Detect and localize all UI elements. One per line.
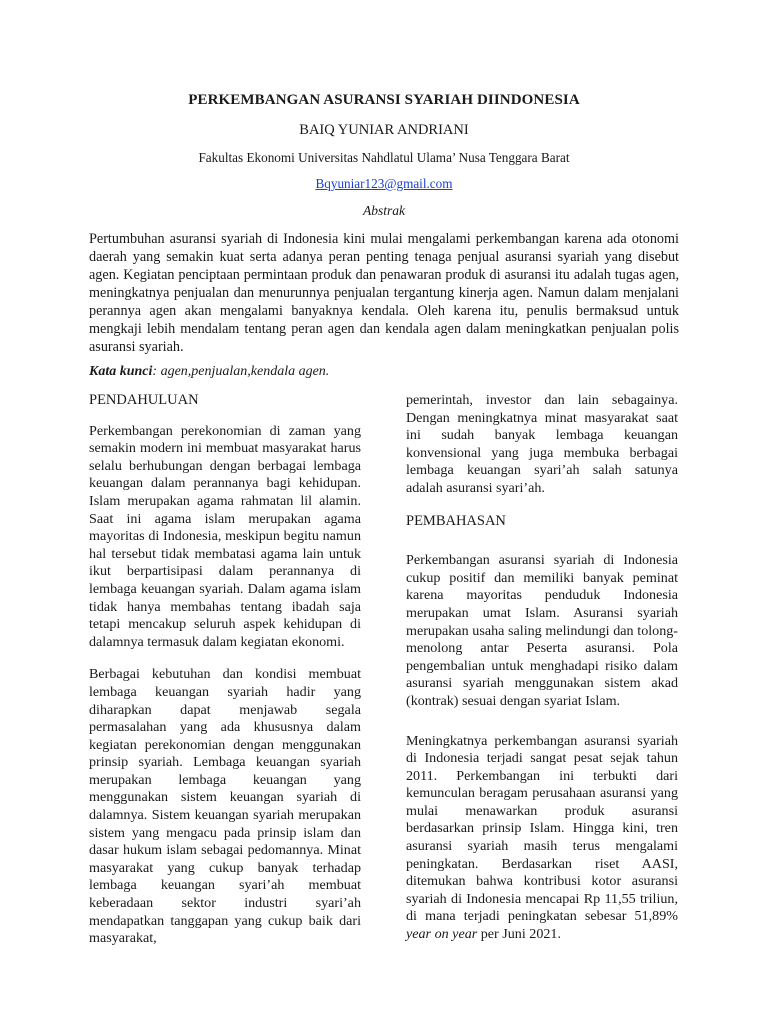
keywords-label: Kata kunci (89, 364, 153, 379)
paragraph: pemerintah, investor dan lain sebagainya. Dengan meningkatnya minat masyarakat saat ini sudah banyak lembaga keuangan konvensional yang juga membuka berbagai lembaga keuangan syari’ah salah satunya adalah asuransi syari’ah. (406, 392, 678, 496)
author-affiliation: Fakultas Ekonomi Universitas Nahdlatul Ulama’ Nusa Tenggara Barat (198, 150, 570, 165)
paragraph: Berbagai kebutuhan dan kondisi membuat lembaga keuangan syariah hadir yang diharapkan dapat menjawab segala permasalahan yang ada khususnya dalam kegiatan perekonomian dengan menggunakan prinsip syariah. Lembaga keuangan syariah merupakan lembaga keuangan yang menggunakan sistem keuangan syariah di dalamnya. Sistem keuangan syariah merupakan sistem yang mengacu pada prinsip islam dan dasar hukum islam sebagai pedomannya. Minat masyarakat yang cukup banyak terhadap lembaga keuangan syari’ah membuat keberadaan sektor industri syari’ah mendapatkan tanggapan yang cukup baik dari masyarakat, (89, 666, 361, 947)
paragraph: Perkembangan asuransi syariah di Indonesia cukup positif dan memiliki banyak peminat karena mayoritas penduduk Indonesia merupakan umat Islam. Asuransi syariah merupakan usaha saling melindungi dan tolong-menolong antar Peserta asuransi. Pola pengembalian untuk menghadapi risiko dalam asuransi syariah menggunakan sistem akad (kontrak) sesuai dengan syariat Islam. (406, 552, 678, 709)
paragraph (406, 733, 678, 944)
left-column (89, 392, 361, 948)
author-email (0, 176, 768, 192)
paper-title: PERKEMBANGAN ASURANSI SYARIAH DIINDONESIA (188, 92, 580, 108)
abstract-heading: Abstrak (363, 203, 405, 218)
emphasis-text: year on year (406, 926, 478, 943)
right-column (406, 392, 678, 944)
section-heading-pendahuluan: PENDAHULUAN (89, 392, 199, 408)
paragraph-tail: per Juni 2021. (477, 926, 562, 943)
keywords (89, 364, 679, 380)
abstract-text: Pertumbuhan asuransi syariah di Indonesia kini mulai mengalami perkembangan karena ada otonomi daerah yang semakin kuat serta adanya peran penting tenaga penjual asuransi syariah yang disebut agen. Kegiatan penciptaan permintaan produk dan penawaran produk di asuransi itu adalah tugas agen, meningkatnya penjualan dan menurunnya penjualan tergantung kinerja agen. Namun dalam menjalani perannya agen akan mengalami banyaknya kendala. Oleh karena itu, penulis bermaksud untuk mengkaji lebih mendalam tentang peran agen dan kendala agen dalam meningkatkan penjualan polis asuransi syariah. (89, 231, 679, 355)
author-name: BAIQ YUNIAR ANDRIANI (299, 122, 469, 138)
email-link[interactable]: Bqyuniar123@gmail.com (315, 176, 453, 191)
paragraph: Perkembangan perekonomian di zaman yang semakin modern ini membuat masyarakat harus selalu berhubungan dengan berbagai lembaga keuangan dalam perannanya bagi kehidupan. Islam merupakan agama rahmatan lil alamin. Saat ini agama islam merupakan agama mayoritas di Indonesia, meskipun begitu namun hal tersebut tidak membatasi agama lain untuk ikut berpartisipasi dalam perannanya di lembaga keuangan syariah. Dalam agama islam tidak hanya membahas tentang ibadah saja tetapi mencakup seluruh aspek kehidupan di dalamnya termasuk dalam kegiatan ekonomi. (89, 422, 361, 650)
paragraph-text: Meningkatnya perkembangan asuransi syariah di Indonesia terjadi sangat pesat sejak tahun 2011. Perkembangan ini terbukti dari kemunculan beragam perusahaan asuransi yang mulai menawarkan produk asuransi berdasarkan prinsip Islam. Hingga kini, tren asuransi syariah masih terus mengalami peningkatan. Berdasarkan riset AASI, ditemukan bahwa kontribusi kotor asuransi syariah di Indonesia mencapai Rp 11,55 triliun, di mana terjadi peningkatan sebesar 51,89% (406, 732, 678, 925)
section-heading-pembahasan: PEMBAHASAN (406, 512, 506, 529)
keywords-text: : agen,penjualan,kendala agen. (152, 364, 330, 379)
